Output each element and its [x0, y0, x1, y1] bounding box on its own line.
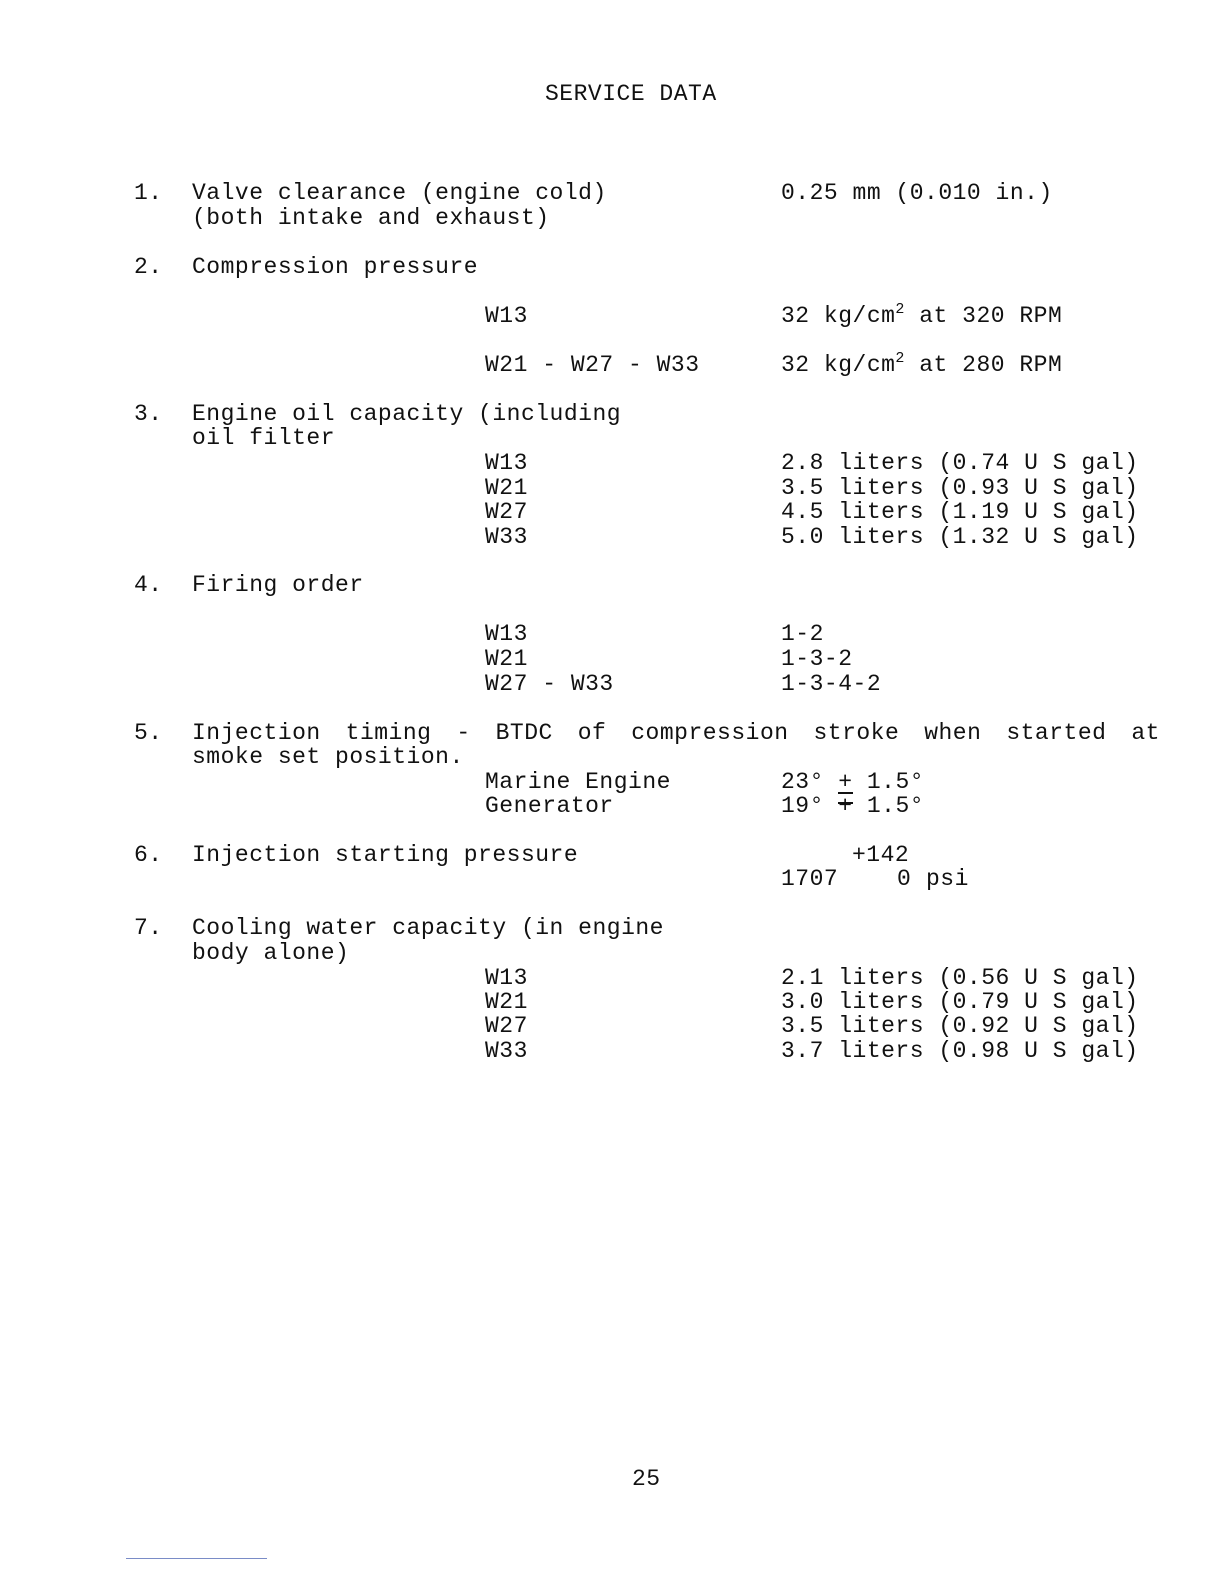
water-capacity-value: 3.5 liters (0.92 U S gal)	[781, 1013, 1139, 1039]
item-label: Engine oil capacity (including	[192, 401, 622, 427]
firing-order-value: 1-3-2	[781, 646, 853, 672]
water-capacity-value: 3.7 liters (0.98 U S gal)	[781, 1038, 1139, 1064]
firing-order-value: 1-3-4-2	[781, 671, 882, 697]
oil-capacity-value: 4.5 liters (1.19 U S gal)	[781, 499, 1139, 525]
pressure-unit: psi	[926, 866, 969, 892]
superscript: 2	[895, 301, 905, 318]
model-name: W33	[485, 1038, 528, 1064]
item-label: Compression pressure	[192, 254, 479, 280]
item-number: 5.	[134, 720, 163, 746]
model-name: W27	[485, 499, 528, 525]
item-number: 6.	[134, 842, 163, 868]
model-name: W21	[485, 475, 528, 501]
water-capacity-value: 2.1 liters (0.56 U S gal)	[781, 965, 1139, 991]
item-label: Firing order	[192, 572, 364, 598]
oil-capacity-value: 5.0 liters (1.32 U S gal)	[781, 524, 1139, 550]
page-title: SERVICE DATA	[545, 81, 717, 107]
plus-minus-sign: +	[838, 769, 853, 795]
label-word: of	[577, 720, 607, 746]
compression-value: 32 $kg/cm^2$ at 280 RPM	[781, 350, 1063, 378]
label-word: when	[924, 720, 982, 746]
page-number: 25	[632, 1466, 661, 1492]
tolerance-lower: 0	[897, 866, 912, 892]
model-name: Marine Engine	[485, 769, 671, 795]
model-name: W21	[485, 989, 528, 1015]
item-value: 0.25 mm (0.010 in.)	[781, 180, 1053, 206]
item-label: Injection starting pressure	[192, 842, 579, 868]
model-name: Generator	[485, 793, 614, 819]
model-name: W21 - W27 - W33	[485, 352, 700, 378]
tolerance-upper: +142	[852, 842, 910, 868]
item-label-line2: body alone)	[192, 940, 350, 966]
item-number: 3.	[134, 401, 163, 427]
item-label-line2: oil filter	[192, 425, 336, 451]
superscript: 2	[895, 350, 905, 367]
item-label-line2: (both intake and exhaust)	[192, 205, 550, 231]
item-label: Valve clearance (engine cold)	[192, 180, 607, 206]
model-name: W13	[485, 303, 528, 329]
model-name: W21	[485, 646, 528, 672]
item-label-justified	[192, 720, 1160, 746]
timing-value: 23° + 1.5°	[781, 769, 925, 795]
label-word: at	[1131, 720, 1160, 746]
item-number: 1.	[134, 180, 163, 206]
model-name: W13	[485, 965, 528, 991]
item-number: 2.	[134, 254, 163, 280]
model-name: W33	[485, 524, 528, 550]
item-label: Cooling water capacity (in engine	[192, 915, 664, 941]
model-name: W27	[485, 1013, 528, 1039]
label-word: timing	[345, 720, 432, 746]
model-name: W13	[485, 450, 528, 476]
water-capacity-value: 3.0 liters (0.79 U S gal)	[781, 989, 1139, 1015]
timing-value: 19° + 1.5°	[781, 793, 925, 819]
label-word: BTDC	[495, 720, 553, 746]
item-label-line2: smoke set position.	[192, 744, 464, 770]
oil-capacity-value: 2.8 liters (0.74 U S gal)	[781, 450, 1139, 476]
label-word: Injection	[192, 720, 321, 746]
oil-capacity-value: 3.5 liters (0.93 U S gal)	[781, 475, 1139, 501]
item-number: 7.	[134, 915, 163, 941]
model-name: W27 - W33	[485, 671, 614, 697]
item-number: 4.	[134, 572, 163, 598]
compression-value: 32 $kg/cm^2$ at 320 RPM	[781, 301, 1063, 329]
label-word: compression	[631, 720, 789, 746]
pressure-value: 1707	[781, 866, 839, 892]
label-word: -	[456, 720, 471, 746]
firing-order-value: 1-2	[781, 621, 824, 647]
minus-plus-sign: +	[838, 793, 853, 819]
footer-rule	[126, 1558, 267, 1559]
label-word: stroke	[813, 720, 900, 746]
model-name: W13	[485, 621, 528, 647]
label-word: started	[1006, 720, 1107, 746]
